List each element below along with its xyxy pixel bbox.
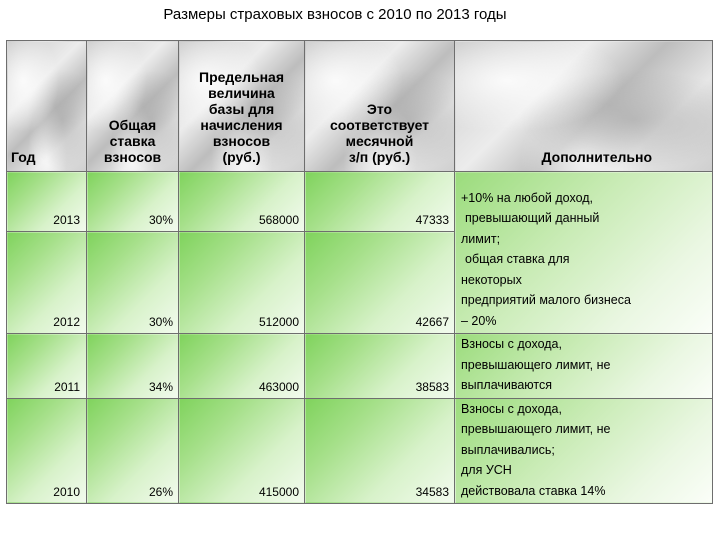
header-monthly-line: Это [366,101,393,117]
header-base-line: (руб.) [222,149,261,165]
cell-note-2011 [455,334,713,399]
table-row-2010 [7,398,713,504]
header-rate-line: Общая [108,117,157,133]
cell-year: 2012 [7,232,87,334]
cell-base: 415000 [179,398,305,504]
header-rate [87,41,179,172]
note-line: общая ставка для [465,252,570,266]
cell-note-2013-2012 [455,172,713,334]
note-line: выплачивались; [461,442,555,457]
note-line: Взносы с дохода, [461,337,562,351]
header-rate-line: ставка [109,133,156,149]
header-extra: Дополнительно [455,41,713,172]
header-rate-line: взносов [103,149,162,165]
cell-monthly: 42667 [305,232,455,334]
cell-base: 512000 [179,232,305,334]
header-year: Год [7,41,87,172]
header-base-line: взносов [212,133,271,149]
note-line: для УСН [461,463,512,477]
note-line: выплачиваются [461,378,553,392]
header-base-line: Предельная [199,69,284,85]
cell-year: 2013 [7,172,87,232]
cell-rate: 30% [87,232,179,334]
note-line: превышающий данный [465,211,600,225]
header-monthly-line: соответствует [329,117,430,133]
note-line: +10% на любой доход, [461,190,594,205]
cell-monthly: 34583 [305,398,455,504]
cell-base: 463000 [179,334,305,399]
note-line: превышающего лимит, не [461,357,611,372]
note-line: – 20% [461,313,497,328]
cell-rate: 26% [87,398,179,504]
insurance-contributions-table [6,40,713,504]
header-base [179,41,305,172]
note-line: Взносы с дохода, [461,401,562,416]
header-monthly [305,41,455,172]
header-base-line: начисления [200,117,283,133]
cell-monthly: 47333 [305,172,455,232]
cell-rate: 34% [87,334,179,399]
table-row-2011 [7,334,713,399]
header-base-line: базы для [208,101,275,117]
cell-monthly: 38583 [305,334,455,399]
header-monthly-line: з/п (руб.) [348,149,411,165]
note-line: предприятий малого бизнеса [461,293,631,307]
cell-rate: 30% [87,172,179,232]
cell-year: 2011 [7,334,87,399]
cell-year: 2010 [7,398,87,504]
note-line: лимит; [461,231,501,246]
page-title: Размеры страховых взносов с 2010 по 2013 годы [163,6,507,23]
header-row [7,41,713,172]
note-line: некоторых [461,272,522,287]
cell-note-2010 [455,398,713,504]
header-base-line: величина [208,85,275,101]
cell-base: 568000 [179,172,305,232]
note-line: превышающего лимит, не [461,422,611,436]
note-line: действовала ставка 14% [461,483,606,498]
header-monthly-line: месячной [345,133,414,149]
table-row-2013 [7,172,713,232]
